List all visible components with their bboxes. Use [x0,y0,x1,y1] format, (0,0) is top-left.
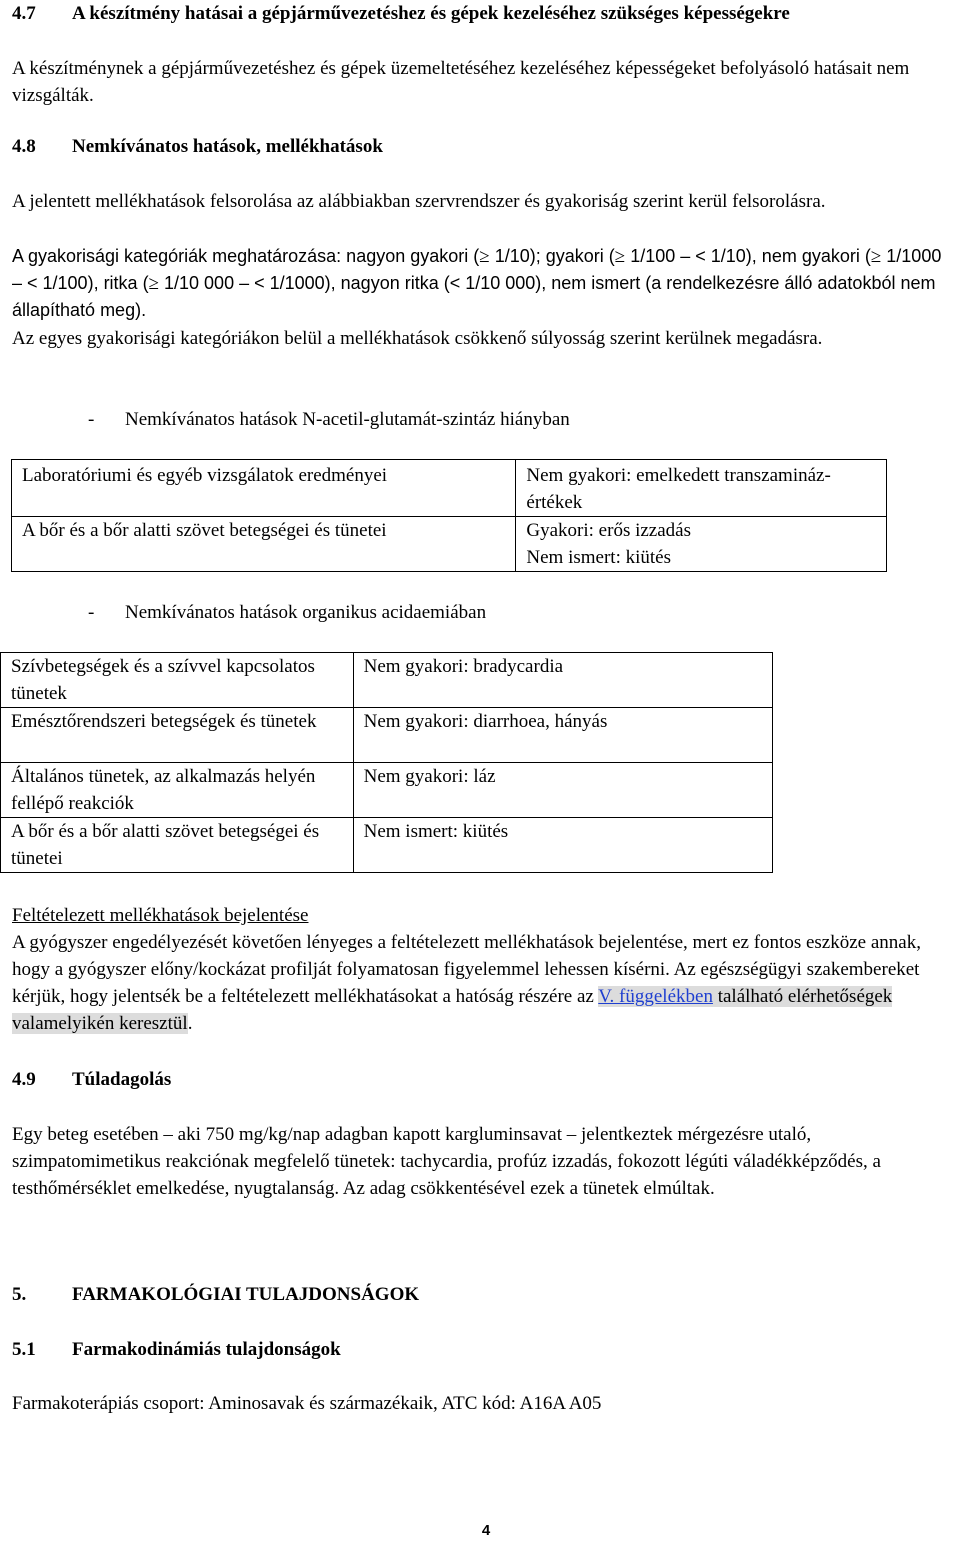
page-number: 4 [481,1522,491,1539]
severity-order-paragraph: Az egyes gyakorisági kategóriákon belül a mellékhatások csökkenő súlyosság szerint kerülnek megadásra. [12,328,823,349]
organ-cell: A bőr és a bőr alatti szövet betegségei és tünetei [1,818,354,873]
table-row [12,460,887,517]
section-number: 4.7 [12,3,36,24]
effect-cell: Nem gyakori: emelkedett transzamináz-értékek [516,460,887,517]
section-number: 4.9 [12,1069,36,1090]
frequency-categories-paragraph: A gyakorisági kategóriák meghatározása: nagyon gyakori (≥ 1/10); gyakori (≥ 1/100 – < 1/10), nem gyakori (≥ 1/1000 – < 1/100), ritka (≥ 1/10 000 – < 1/1000), nagyon ritka (< 1/10 000), nem ismert (a rendelkezésre álló adatokból nem állapítható meg). [12,246,942,320]
table-row [12,517,887,572]
organ-cell: Általános tünetek, az alkalmazás helyén fellépő reakciók [1,763,354,818]
pharmacotherapeutic-group: Farmakoterápiás csoport: Aminosavak és származékaik, ATC kód: A16A A05 [12,1393,602,1414]
organ-cell: A bőr és a bőr alatti szövet betegségei és tünetei [12,517,516,572]
section-title: Túladagolás [72,1069,172,1090]
section-4-8-heading [12,133,956,160]
reporting-paragraph: A gyógyszer engedélyezését követően lényeges a feltételezett mellékhatások bejelentése, mert ez fontos eszköze annak, hogy a gyógyszer előny/kockázat profilját folyamatosan figyelemmel lehessen kísérni. Az egészségügyi szakembereket kérjük, hogy jelentsék be a feltételezett mellékhatásokat a hatóság részére az V. függelékben található elérhetőségek valamelyikén keresztül. [12,932,921,1034]
adverse-table-organic-acidaemia [0,652,773,873]
section-5-1-heading [12,1336,956,1363]
section-title: FARMAKOLÓGIAI TULAJDONSÁGOK [72,1284,420,1305]
adverse-table-nags [11,459,887,572]
effect-cell: Gyakori: erős izzadás Nem ismert: kiütés [516,517,887,572]
reporting-heading: Feltételezett mellékhatások bejelentése [12,905,309,926]
organ-cell: Szívbetegségek és a szívvel kapcsolatos tünetek [1,653,354,708]
organ-cell: Laboratóriumi és egyéb vizsgálatok eredményei [12,460,516,517]
appendix-v-link[interactable]: V. függelékben [598,986,713,1007]
section-4-9-heading [12,1066,956,1093]
list-item-title: Nemkívánatos hatások organikus acidaemiában [125,602,487,623]
section-title: Farmakodinámiás tulajdonságok [72,1339,341,1360]
section-number: 5. [12,1284,27,1305]
section-title: A készítmény hatásai a gépjárművezetéshez és gépek kezeléséhez szükséges képességekre [72,3,790,24]
section-4-7-heading [12,0,956,27]
effect-cell: Nem gyakori: diarrhoea, hányás [353,708,772,763]
organ-cell: Emésztőrendszeri betegségek és tünetek [1,708,354,763]
effect-cell: Nem gyakori: bradycardia [353,653,772,708]
table-row [1,763,773,818]
table-row [1,708,773,763]
effect-cell: Nem gyakori: láz [353,763,772,818]
section-4-7-body: A készítménynek a gépjárművezetéshez és gépek üzemeltetéséhez kezeléséhez képességeket befolyásoló hatásait nem vizsgálták. [12,58,910,106]
list-item-organic-acidaemia: - Nemkívánatos hatások organikus acidaemiában [88,602,487,623]
section-number: 4.8 [12,136,36,157]
section-number: 5.1 [12,1339,36,1360]
adverse-intro-paragraph: A jelentett mellékhatások felsorolása az alábbiakban szervrendszer és gyakoriság szerint kerül felsorolásra. [12,191,826,212]
list-item-title: Nemkívánatos hatások N-acetil-glutamát-szintáz hiányban [125,409,570,430]
table-row [1,818,773,873]
effect-cell: Nem ismert: kiütés [353,818,772,873]
overdose-paragraph: Egy beteg esetében – aki 750 mg/kg/nap adagban kapott kargluminsavat – jelentkeztek mérgezésre utaló, szimpatomimetikus reakciónak megfelelő tünetek: tachycardia, profúz izzadás, fokozott légúti váladékképződés, a testhőmérséklet emelkedése, nyugtalanság. Az adag csökkentésével ezek a tünetek elmúltak. [12,1124,881,1199]
list-item-nags: - Nemkívánatos hatások N-acetil-glutamát-szintáz hiányban [88,409,570,430]
section-5-heading [12,1281,956,1308]
table-row [1,653,773,708]
section-title: Nemkívánatos hatások, mellékhatások [72,136,383,157]
